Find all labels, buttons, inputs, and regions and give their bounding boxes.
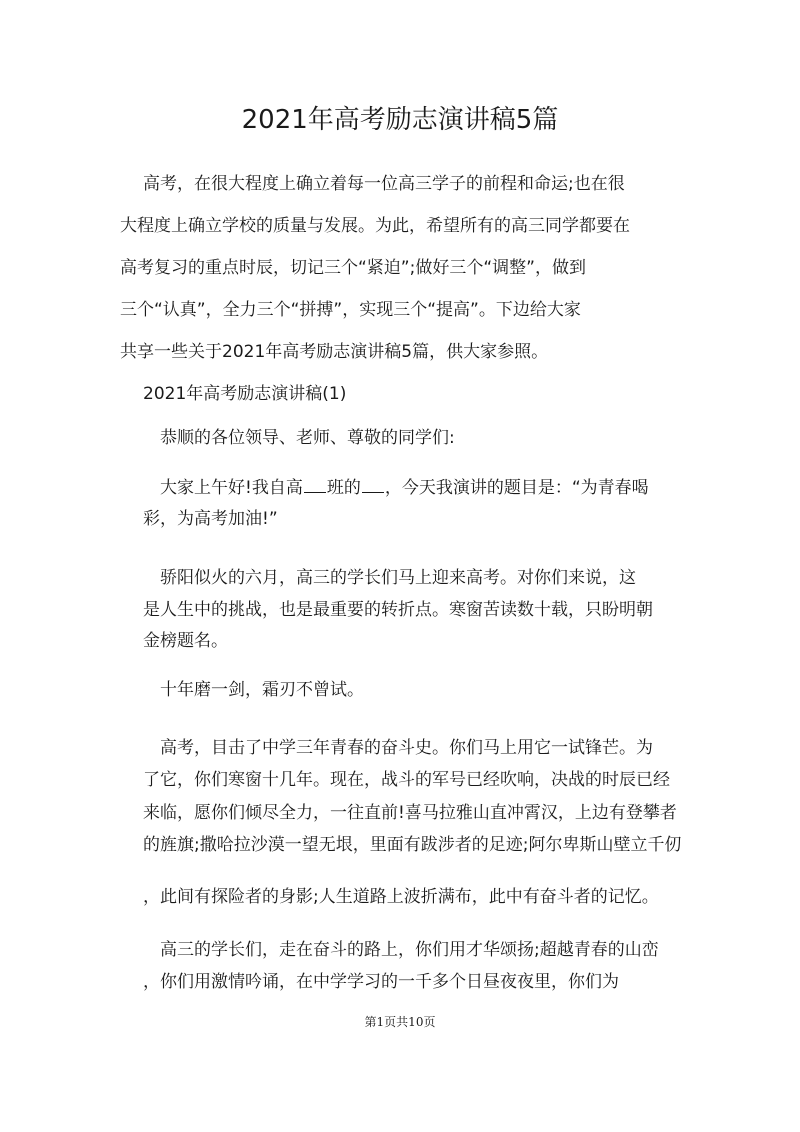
para3-line-4: 的旌旗;撒哈拉沙漠一望无垠，里面有跋涉者的足迹;阿尔卑斯山壁立千仞 — [143, 835, 682, 855]
greeting: 恭顺的各位领导、老师、尊敬的同学们: — [160, 428, 455, 448]
page-footer: 第1页共10页 — [364, 1015, 436, 1029]
para3-line-1: 高考，目击了中学三年青春的奋斗史。你们马上用它一试锋芒。为 — [160, 738, 653, 758]
para4-line-2: ，你们用激情吟诵，在中学学习的一千多个日昼夜夜里，你们为 — [143, 972, 619, 992]
speech-opening-line-1 — [160, 476, 649, 500]
para2: 十年磨一剑，霜刃不曾试。 — [160, 680, 364, 700]
para3-line-3: 来临，愿你们倾尽全力，一往直前!喜马拉雅山直冲霄汉，上边有登攀者 — [143, 803, 677, 823]
para3-line-5: ，此间有探险者的身影;人生道路上波折满布，此中有奋斗者的记忆。 — [143, 887, 659, 907]
intro-line-3: 高考复习的重点时辰，切记三个“紧迫”;做好三个“调整”，做到 — [120, 258, 586, 278]
intro-line-2: 大程度上确立学校的质量与发展。为此，希望所有的高三同学都要在 — [120, 216, 630, 236]
name-blank — [362, 476, 384, 493]
intro-line-5: 共享一些关于2021年高考励志演讲稿5篇，供大家参照。 — [120, 342, 549, 362]
speech-opening-line-2: 彩，为高考加油!” — [143, 509, 278, 529]
speech-opening-part-b: 班的 — [326, 478, 361, 498]
speech-opening-part-a: 大家上午好!我自高 — [160, 478, 303, 498]
document-title: 2021年高考励志演讲稿5篇 — [241, 105, 559, 135]
intro-line-1: 高考，在很大程度上确立着每一位高三学子的前程和命运;也在很 — [143, 174, 625, 194]
class-blank — [304, 476, 326, 493]
para4-line-1: 高三的学长们，走在奋斗的路上，你们用才华颂扬;超越青春的山峦 — [160, 940, 659, 960]
speech-opening-part-c: ，今天我演讲的题目是：“为青春喝 — [384, 478, 649, 498]
para1-line-2: 是人生中的挑战，也是最重要的转折点。寒窗苦读数十载，只盼明朝 — [143, 600, 653, 620]
intro-line-4: 三个“认真”，全力三个“拼搏”，实现三个“提高”。下边给大家 — [120, 300, 581, 320]
para1-line-3: 金榜题名。 — [143, 631, 228, 651]
section-heading: 2021年高考励志演讲稿(1) — [143, 384, 347, 404]
para3-line-2: 了它，你们寒窗十几年。现在，战斗的军号已经吹响，决战的时辰已经 — [143, 770, 670, 790]
para1-line-1: 骄阳似火的六月，高三的学长们马上迎来高考。对你们来说，这 — [160, 568, 636, 588]
